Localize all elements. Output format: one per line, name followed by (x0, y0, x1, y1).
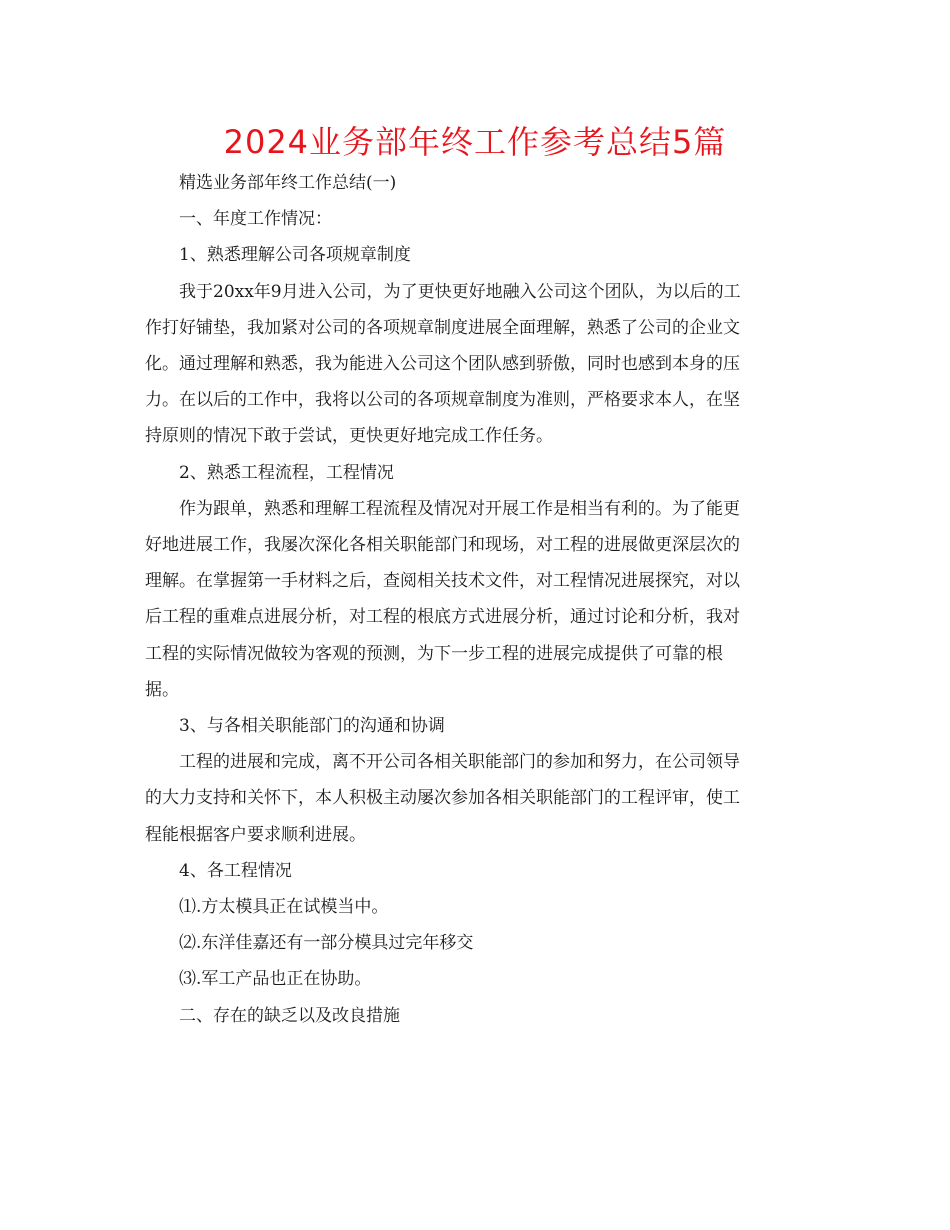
text-line: 力。在以后的工作中，我将以公司的各项规章制度为准则，严格要求本人，在坚 (145, 390, 740, 411)
text-line: 后工程的重难点进展分析，对工程的根底方式进展分析，通过讨论和分析，我对 (145, 607, 740, 628)
text-line: 工程的实际情况做较为客观的预测，为下一步工程的进展完成提供了可靠的根 (145, 643, 723, 664)
text-line: 3、与各相关职能部门的沟通和协调 (179, 716, 445, 737)
text-line: 我于20xx年9月进入公司，为了更快更好地融入公司这个团队，为以后的工 (179, 281, 741, 302)
text-line: 精选业务部年终工作总结(一) (179, 173, 397, 193)
text-line: 据。 (145, 679, 179, 700)
paragraph (145, 889, 805, 925)
paragraph (145, 744, 805, 853)
document-title: 2024业务部年终工作参考总结5篇 (223, 123, 727, 161)
text-line: 工程的进展和完成，离不开公司各相关职能部门的参加和努力，在公司领导 (179, 752, 740, 773)
text-line: 理解。在掌握第一手材料之后，查阅相关技术文件，对工程情况进展探究，对以 (145, 571, 740, 592)
text-line: 作打好铺垫，我加紧对公司的各项规章制度进展全面理解，熟悉了公司的企业文 (145, 317, 740, 338)
text-line: 2、熟悉工程流程，工程情况 (179, 462, 394, 483)
text-line: ⑶.军工产品也正在协助。 (179, 969, 372, 990)
paragraph (145, 961, 805, 997)
text-line: 好地进展工作，我屡次深化各相关职能部门和现场，对工程的进展做更深层次的 (145, 535, 740, 556)
paragraph (145, 274, 805, 455)
text-line: ⑴.方太模具正在试模当中。 (179, 897, 389, 918)
paragraph (145, 925, 805, 961)
paragraph (145, 708, 805, 744)
text-line: 4、各工程情况 (179, 860, 292, 881)
document-body (145, 165, 805, 1034)
text-line: 作为跟单，熟悉和理解工程流程及情况对开展工作是相当有利的。为了能更 (179, 498, 740, 519)
paragraph (145, 165, 805, 201)
paragraph (145, 237, 805, 273)
text-line: ⑵.东洋佳嘉还有一部分模具过完年移交 (179, 933, 474, 954)
text-line: 1、熟悉理解公司各项规章制度 (179, 245, 411, 266)
text-line: 的大力支持和关怀下，本人积极主动屡次参加各相关职能部门的工程评审，使工 (145, 788, 740, 809)
paragraph (145, 455, 805, 491)
paragraph (145, 998, 805, 1034)
paragraph (145, 201, 805, 237)
text-line: 一、年度工作情况： (179, 209, 332, 230)
text-line: 持原则的情况下敢于尝试，更快更好地完成工作任务。 (145, 426, 553, 447)
text-line: 二、存在的缺乏以及改良措施 (179, 1005, 400, 1026)
text-line: 程能根据客户要求顺利进展。 (145, 824, 366, 845)
paragraph (145, 853, 805, 889)
text-line: 化。通过理解和熟悉，我为能进入公司这个团队感到骄傲，同时也感到本身的压 (145, 354, 740, 375)
paragraph (145, 491, 805, 708)
